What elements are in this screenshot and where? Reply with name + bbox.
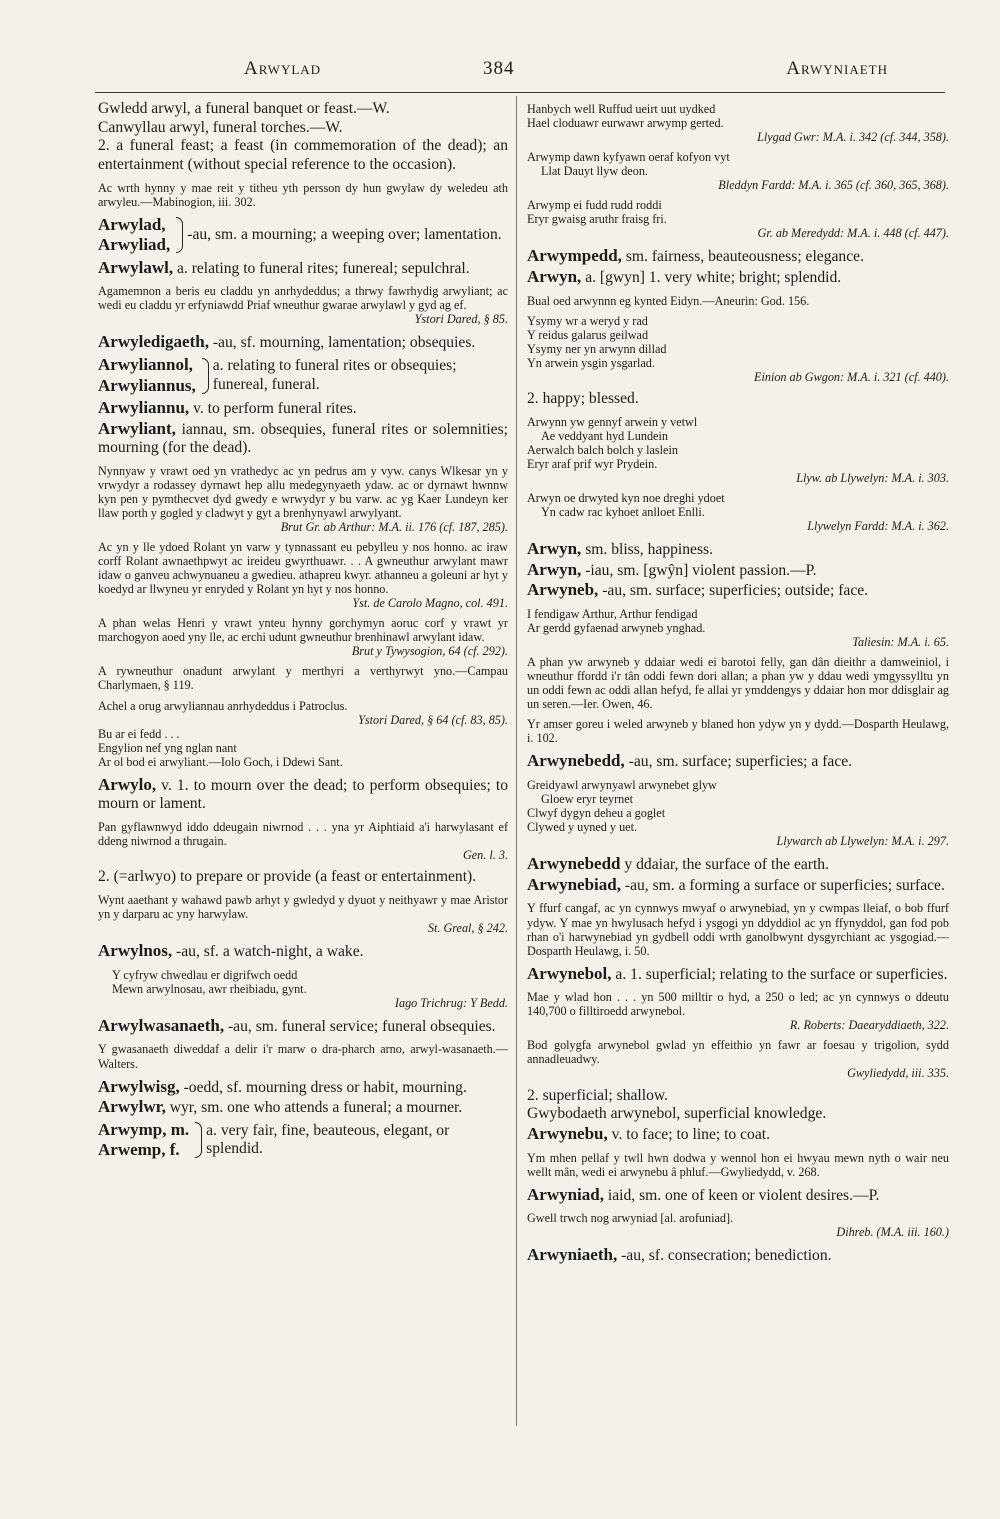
- verse-line: Arwymp ei fudd rudd roddi: [527, 198, 662, 213]
- verse-line: Ysymy ner yn arwynn dillad: [527, 341, 667, 356]
- verse-line: Eryr araf prif wyr Prydein.: [527, 456, 658, 471]
- quotation: [98, 284, 508, 326]
- quotation: [527, 1151, 949, 1179]
- entry-text: Gwledd arwyl, a funeral banquet or feast.—W.: [98, 100, 390, 117]
- headword: Arwyn,: [527, 266, 582, 286]
- verse-line: Mewn arwylnosau, awr rheibiadu, gynt.: [112, 981, 307, 996]
- entry-arwyniaeth: Arwyniaeth, -au, sf. consecration; benediction.: [527, 1245, 832, 1265]
- verse-line: Aerwalch balch bolch y laslein: [527, 442, 678, 457]
- headword: Arwynebol,: [527, 963, 612, 983]
- quotation-text: Achel a orug arwyliannau anrhydeddus i Patroclus.: [98, 698, 348, 713]
- quotation: [527, 1211, 949, 1239]
- entry-text: Arwynebedd y ddaiar, the surface of the earth.: [527, 854, 830, 874]
- quotation: [527, 314, 949, 384]
- definition: a. relating to funeral rites or obsequies; funereal, funeral.: [212, 356, 457, 393]
- verse-line: Engylion nef yng nglan nant: [98, 740, 237, 755]
- headword: Arwyliad,: [98, 235, 171, 255]
- quotation: [98, 820, 508, 862]
- entry-arwyliant: Arwyliant, iannau, sm. obsequies, funeral rites or solemnities; mourning (for the dead).: [98, 418, 508, 457]
- entry-arwylo: Arwylo, v. 1. to mourn over the dead; to perform obsequies; to mourn or lament.: [98, 774, 508, 813]
- brace: [195, 1122, 202, 1158]
- quotation-text: Ac yn y lle ydoed Rolant yn varw y tynnassant eu pebylleu y nos honno. ac iraw corff Rolant awnaethpwyt ac ireideu gwyrthuawr. . . A gwneuthur arwylant mawr idaw o ganveu achwynuaneu a gwedieu. athapreu kwyr. athanneu a goleuni ar hyt y koedyd ar llwyneu yr enryded y Rolant yn hyt y nos honno.: [98, 540, 508, 597]
- entry-arwynebedd: Arwynebedd, -au, sm. surface; superficies; a face.: [527, 751, 853, 771]
- entry-text: 2. happy; blessed.: [527, 389, 639, 407]
- entry-arwyledigaeth: Arwyledigaeth, -au, sf. mourning, lamentation; obsequies.: [98, 332, 476, 352]
- quotation-text: Nynnyaw y vrawt oed yn vrathedyc ac yn pedrus am y vyw. canys Wlkesar yn y vrwydyr a rodassey dyrnawt hep allu medegynyaeth ydaw. ac or dyrnawt hwnnw kyn pen y pymthecvet dyd gwedy e wrwydyr y bu varw. ac yg Kaer Lundeyn ker llaw porth y gogled y cladwyt y gyt a brenhynyawl arwylyant.: [98, 464, 508, 521]
- quotation-text: Pan gyflawnwyd iddo ddeugain niwrnod . . . yna yr Aiphtiaid a'i harwylasant ef ddeng niwrnod a thrugain.: [98, 820, 508, 849]
- entry-arwympedd: Arwympedd, sm. fairness, beauteousness; elegance.: [527, 246, 864, 266]
- entry-text: Gwybodaeth arwynebol, superficial knowledge.: [527, 1105, 827, 1123]
- headword: Arwynebu,: [527, 1123, 608, 1143]
- quotation-text: Gwell trwch nog arwyniad [al. arofuniad].: [527, 1211, 734, 1226]
- quotation-text: Ac wrth hynny y mae reit y titheu yth persson dy hun gwylaw dy weledeu ath arwyleu.—Mabinogion, iii. 302.: [98, 180, 508, 209]
- quotation-text: Y ffurf cangaf, ac yn cynnwys mwyaf o arwynebiad, yn y cwmpas lleiaf, o bob ffurf ydyw. Y mae yn hwylusach hefyd i ysgogi yn ddyddiol ac yn ffynyddol, gan fod pob rhan o'i harwynebiad yn gydbell oddi wrth ganolbwynt dysgyrchiant ac ysgogiad.—Dosparth Heulawg, i. 50.: [527, 901, 949, 958]
- entry-text: 2. a funeral feast; a feast (in commemoration of the dead); an entertainment (without special reference to the occasion).: [98, 137, 508, 174]
- column-divider: [516, 96, 517, 1426]
- quotation-source: R. Roberts: Daearyddiaeth, 322.: [789, 1018, 949, 1033]
- quotation-text: Y gwasanaeth diweddaf a delir i'r marw o dra-pharch arno, arwyl-wasanaeth.—Walters.: [98, 1042, 508, 1071]
- headword: Arwylnos,: [98, 940, 173, 960]
- definition: -au, sm. a mourning; a weeping over; lamentation.: [187, 225, 502, 243]
- quotation: [527, 294, 949, 308]
- quotation-source: Gr. ab Meredydd: M.A. i. 448 (cf. 447).: [757, 226, 949, 241]
- quotation-source: Llyw. ab Llywelyn: M.A. i. 303.: [796, 470, 949, 485]
- entry-arwyniad: Arwyniad, iaid, sm. one of keen or violent desires.—P.: [527, 1184, 880, 1204]
- entry-arwyliannol: [98, 355, 508, 396]
- headword: Arwylad,: [98, 214, 166, 234]
- headword: Arwynebedd: [527, 854, 621, 874]
- quotation: [527, 1038, 949, 1080]
- quotation: [98, 181, 508, 209]
- header-right-word: Arwyniaeth: [786, 58, 888, 79]
- entry-arwyn-passion: Arwyn, -iau, sm. [gwŷn] violent passion.—P.: [527, 559, 817, 579]
- quotation-source: Einion ab Gwgon: M.A. i. 321 (cf. 440).: [754, 369, 949, 384]
- verse-line: Eryr gwaisg aruthr fraisg fri.: [527, 212, 667, 227]
- quotation: [527, 415, 949, 485]
- entry-arwylad: [98, 215, 508, 256]
- headword: Arwyn,: [527, 559, 582, 579]
- entry-arwymp: [98, 1120, 508, 1161]
- entry-arwylwr: Arwylwr, wyr, sm. one who attends a funeral; a mourner.: [98, 1097, 463, 1117]
- quotation: [527, 150, 949, 192]
- entry-arwylwasanaeth: Arwylwasanaeth, -au, sm. funeral service; funeral obsequies.: [98, 1015, 496, 1035]
- right-column: [527, 100, 949, 1430]
- entry-text: 2. (=arlwyo) to prepare or provide (a feast or entertainment).: [98, 868, 477, 886]
- verse-line: Hanbych well Ruffud ueirt uut uydked: [527, 102, 716, 116]
- verse-line: Ar gerdd gyfaenad arwyneb ynghad.: [527, 620, 706, 635]
- entry-text: Canwyllau arwyl, funeral torches.—W.: [98, 118, 343, 136]
- headword: Arwylwr,: [98, 1097, 166, 1117]
- entry-arwynebiad: Arwynebiad, -au, sm. a forming a surface or superficies; surface.: [527, 874, 945, 894]
- quotation: [527, 607, 949, 649]
- headword: Arwynebedd,: [527, 751, 625, 771]
- headword: Arwyliannu,: [98, 397, 190, 417]
- quotation-source: Brut Gr. ab Arthur: M.A. ii. 176 (cf. 187, 285).: [280, 520, 508, 535]
- quotation-source: Llygad Gwr: M.A. i. 342 (cf. 344, 358).: [757, 130, 949, 145]
- quotation-source: Dihreb. (M.A. iii. 160.): [836, 1225, 949, 1240]
- verse-line: Bu ar ei fedd . . .: [98, 726, 180, 741]
- quotation-text: Ym mhen pellaf y twll hwn dodwa y wennol hon ei hwyau mewn nyth o wair neu wellt mân, wedi ei arwynebu â phluf.—Gwyliedydd, v. 268.: [527, 1150, 949, 1179]
- headword: Arwympedd,: [527, 246, 622, 266]
- verse-line: Y reidus galarus geilwad: [527, 327, 649, 342]
- quotation: [98, 1042, 508, 1070]
- quotation: [98, 893, 508, 935]
- brace: [202, 358, 209, 394]
- quotation-source: Ystori Dared, § 85.: [414, 312, 508, 327]
- headword: Arwylawl,: [98, 257, 174, 277]
- quotation: [527, 491, 949, 533]
- entry-arwynebol: Arwynebol, a. 1. superficial; relating to the surface or superficies.: [527, 963, 948, 983]
- headword: Arwyniad,: [527, 1184, 604, 1204]
- quotation-source: Bleddyn Fardd: M.A. i. 365 (cf. 360, 365, 368).: [718, 178, 949, 193]
- quotation-text: Bod golygfa arwynebol gwlad yn effeithio yn fawr ar foesau y trigolion, sydd annadleuadwy.: [527, 1038, 949, 1067]
- quotation-text: Agamemnon a beris eu claddu yn anrhydeddus; a thrwy fawrhydig arwyliant; ac wedi eu claddu yr erfyniawdd Priaf wneuthur gwarae arwylawl y gyd ag ef.: [98, 284, 508, 313]
- headword: Arwylwisg,: [98, 1076, 180, 1096]
- entry-text: 2. superficial; shallow.: [527, 1086, 669, 1104]
- quotation-source: Yst. de Carolo Magno, col. 491.: [352, 596, 508, 611]
- verse-line: Hael cloduawr eurwawr arwymp gerted.: [527, 116, 724, 131]
- quotation: [527, 198, 949, 240]
- entry-arwyn: Arwyn, a. [gwyn] 1. very white; bright; splendid.: [527, 266, 842, 286]
- quotation-text: A phan welas Henri y vrawt ynteu hynny gorchymyn aoruc corf y vrawt yr marchogyon aoed yny lle, ac erchi udunt gwneuthur brenhinawl arwylant idaw.: [98, 616, 508, 645]
- verse-line: Gloew eryr teyrnet: [541, 791, 634, 806]
- left-column: [98, 100, 508, 1430]
- page-number: 384: [483, 58, 515, 79]
- verse-line: Yn cadw rac kyhoet anlloet Enlli.: [541, 504, 705, 519]
- quotation-source: Llywarch ab Llywelyn: M.A. i. 297.: [776, 834, 949, 849]
- quotation: [527, 778, 949, 848]
- quotation-source: Taliesin: M.A. i. 65.: [852, 635, 949, 649]
- verse-line: Greidyawl arwynyawl arwynebet glyw: [527, 777, 717, 792]
- headword: Arwyliant,: [98, 418, 176, 438]
- quotation-source: Llywelyn Fardd: M.A. i. 362.: [807, 518, 949, 533]
- quotation-source: Gwyliedydd, iii. 335.: [847, 1066, 949, 1081]
- running-header: [88, 58, 912, 84]
- verse-line: Clywed y uyned y uet.: [527, 820, 638, 835]
- verse-line: Yn arwein ysgin ysgarlad.: [527, 355, 655, 370]
- verse-line: Arwyn oe drwyted kyn noe dreghi ydoet: [527, 490, 725, 505]
- definition: a. very fair, fine, beauteous, elegant, or splendid.: [206, 1121, 450, 1158]
- quotation-source: Brut y Tywysogion, 64 (cf. 292).: [351, 644, 508, 659]
- headword: Arwylo,: [98, 774, 157, 794]
- quotation-text: Wynt aaethant y wahawd pawb arhyt y gwledyd y dyuot y neithyawr y mae Aristor yn y darparu ac yny harwylaw.: [98, 892, 508, 921]
- brace: [176, 217, 183, 253]
- quotation-text: Mae y wlad hon . . . yn 500 milltir o hyd, a 250 o led; ac yn cynnwys o ddeutu 140,700 o filltiroedd arwynebol.: [527, 990, 949, 1019]
- quotation-text: A rywneuthur onadunt arwylant y merthyri a verthyrwyt yno.—Campau Charlymaen, § 119.: [98, 664, 508, 693]
- quotation: [98, 464, 508, 534]
- verse-line: Clwyf dygyn deheu a goglet: [527, 805, 666, 820]
- quotation: [98, 968, 508, 1010]
- quotation: [527, 990, 949, 1032]
- entry-arwylawl: Arwylawl, a. relating to funeral rites; funereal; sepulchral.: [98, 257, 470, 277]
- quotation-source: Gen. l. 3.: [462, 848, 508, 863]
- quotation: [98, 540, 508, 610]
- headword: Arwyliannus,: [98, 375, 196, 395]
- quotation: [527, 901, 949, 957]
- headword: Arwyn,: [527, 538, 582, 558]
- quotation: [98, 616, 508, 658]
- entry-arwyneb: Arwyneb, -au, sm. surface; superficies; outside; face.: [527, 580, 869, 600]
- quotation: [98, 664, 508, 692]
- verse-line: Llat Dauyt llyw deon.: [541, 164, 648, 179]
- verse-line: Ysymy wr a weryd y rad: [527, 313, 648, 328]
- quotation-text: Yr amser goreu i weled arwyneb y blaned hon ydyw yn y dydd.—Dosparth Heulawg, i. 102.: [527, 717, 949, 746]
- quotation-source: Ystori Dared, § 64 (cf. 83, 85).: [358, 712, 508, 727]
- headword: Arwyliannol,: [98, 355, 193, 375]
- verse-line: Ae veddyant hyd Lundein: [541, 428, 668, 443]
- entry-arwylwisg: Arwylwisg, -oedd, sf. mourning dress or habit, mourning.: [98, 1076, 467, 1096]
- quotation-text: Bual oed arwynnn eg kynted Eidyn.—Aneurin: God. 156.: [527, 293, 810, 308]
- verse-line: Ar ol bod ei arwyliant.—Iolo Goch, i Ddewi Sant.: [98, 754, 343, 769]
- verse-line: I fendigaw Arthur, Arthur fendigad: [527, 606, 698, 621]
- entry-arwyliannu: Arwyliannu, v. to perform funeral rites.: [98, 397, 357, 417]
- quotation-text: A phan yw arwyneb y ddaiar wedi ei barotoi felly, gan dân dieithr a damweiniol, i wneuthur ffordd i'r tân oddi fewn dori allan; a phan yw y ddau wedi ymgyssylltu yn un oddi fewn ac oddi allan hefyd, fe allai yr ymddengys y ddaiar hon mor ddisglair ag un seren.—Ier. Owen, 46.: [527, 655, 949, 712]
- quotation: [527, 655, 949, 711]
- entry-arwylnos: Arwylnos, -au, sf. a watch-night, a wake.: [98, 940, 364, 960]
- headword: Arwemp, f.: [98, 1140, 180, 1160]
- entry-arwynebu: Arwynebu, v. to face; to line; to coat.: [527, 1123, 770, 1143]
- quotation: [527, 102, 949, 144]
- quotation: [98, 699, 508, 769]
- headword: Arwymp, m.: [98, 1119, 190, 1139]
- quotation-source: Iago Trichrug: Y Bedd.: [394, 995, 508, 1010]
- headword: Arwyniaeth,: [527, 1245, 618, 1265]
- header-left-word: Arwylad: [244, 58, 322, 79]
- headword: Arwyledigaeth,: [98, 332, 209, 352]
- quotation: [527, 717, 949, 745]
- verse-line: Arwynn yw gennyf arwein y vetwl: [527, 414, 698, 429]
- headword: Arwynebiad,: [527, 874, 621, 894]
- verse-line: Arwymp dawn kyfyawn oeraf kofyon vyt: [527, 150, 730, 165]
- header-rule: [95, 92, 945, 93]
- headword: Arwyneb,: [527, 580, 599, 600]
- entry-arwyn-bliss: Arwyn, sm. bliss, happiness.: [527, 538, 713, 558]
- quotation-source: St. Greal, § 242.: [427, 920, 508, 935]
- verse-line: Y cyfryw chwedlau er digrifwch oedd: [112, 967, 298, 982]
- headword: Arwylwasanaeth,: [98, 1015, 225, 1035]
